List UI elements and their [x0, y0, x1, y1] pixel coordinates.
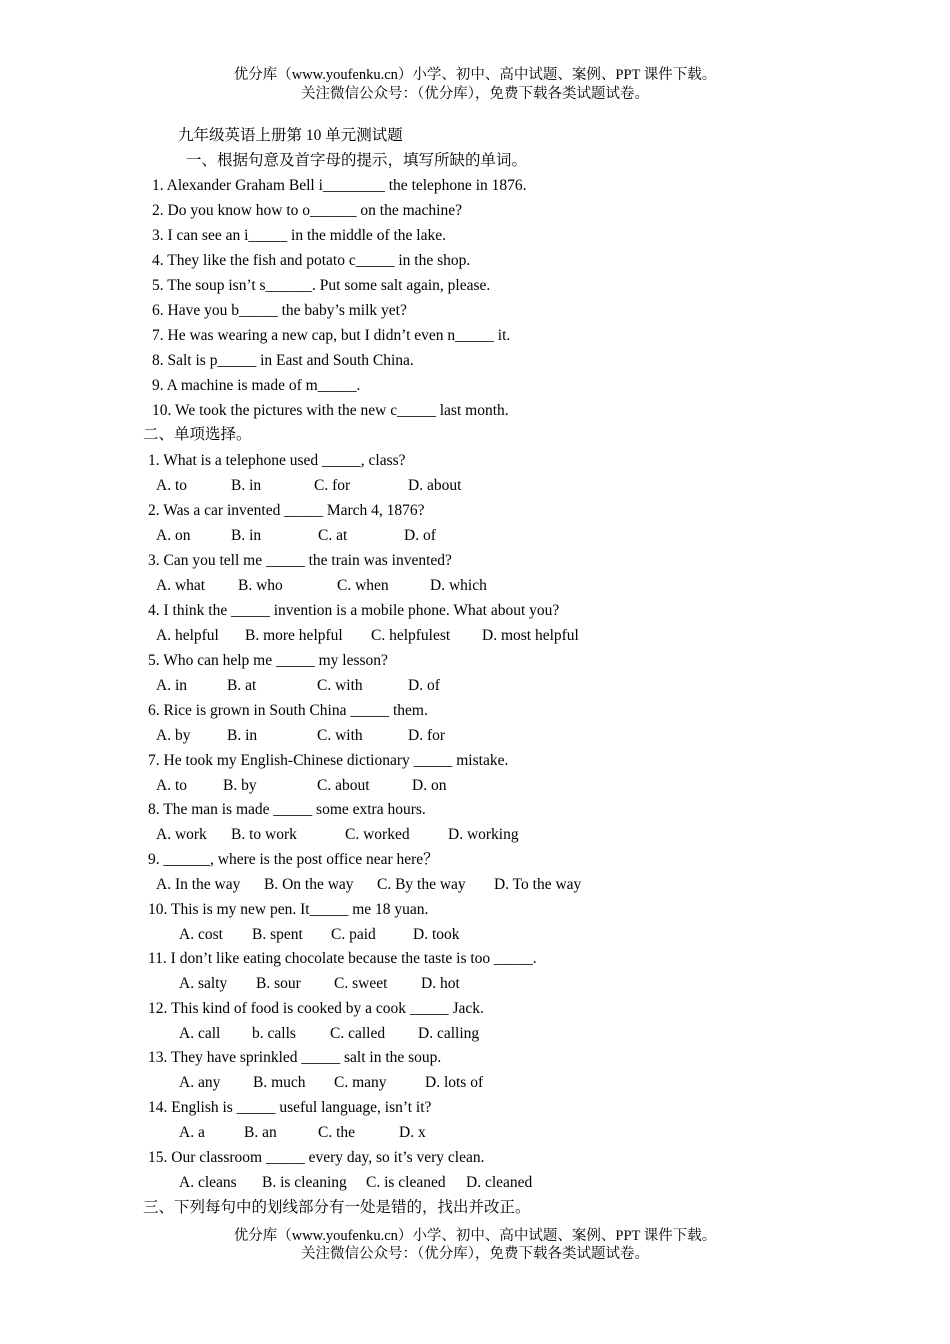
option-d: D. which — [430, 577, 487, 594]
option-b: B. in — [231, 477, 262, 494]
option-b: B. in — [227, 727, 258, 744]
question-text: 7. He took my English-Chinese dictionary _____ mistake. — [148, 752, 509, 769]
option-d: D. of — [408, 677, 440, 694]
option-c: C. the — [318, 1124, 356, 1141]
question-text: 8. The man is made _____ some extra hours. — [148, 801, 426, 818]
option-a: A. a — [179, 1124, 205, 1141]
option-c: C. sweet — [334, 975, 388, 992]
option-a: A. what — [156, 577, 206, 594]
option-c: C. called — [330, 1025, 386, 1042]
fill-blank-item: 6. Have you b_____ the baby’s milk yet? — [152, 302, 407, 319]
option-c: C. By the way — [377, 876, 466, 893]
option-a: A. In the way — [156, 876, 241, 893]
option-d: D. working — [448, 826, 519, 843]
option-c: C. worked — [345, 826, 410, 843]
option-d: D. To the way — [494, 876, 582, 893]
option-d: D. took — [413, 926, 460, 943]
option-b: B. to work — [231, 826, 297, 843]
option-b: B. at — [227, 677, 257, 694]
option-c: C. when — [337, 577, 389, 594]
fill-blank-item: 1. Alexander Graham Bell i________ the telephone in 1876. — [152, 177, 527, 194]
question-text: 14. English is _____ useful language, isn’t it? — [148, 1099, 432, 1116]
option-b: B. On the way — [264, 876, 354, 893]
fill-blank-item: 5. The soup isn’t s______. Put some salt again, please. — [152, 277, 491, 294]
page-header-line-2: 关注微信公众号：（优分库），免费下载各类试题试卷。 — [301, 86, 649, 102]
question-text: 10. This is my new pen. It_____ me 18 yuan. — [148, 901, 429, 918]
page-footer-line-2: 关注微信公众号：（优分库），免费下载各类试题试卷。 — [301, 1246, 649, 1262]
option-a: A. by — [156, 727, 191, 744]
option-a: A. helpful — [156, 627, 219, 644]
option-d: D. for — [408, 727, 446, 744]
option-d: D. about — [408, 477, 462, 494]
option-b: B. is cleaning — [262, 1174, 347, 1191]
fill-blank-item: 9. A machine is made of m_____. — [152, 377, 361, 394]
option-b: B. by — [223, 777, 257, 794]
fill-blank-item: 4. They like the fish and potato c_____ in the shop. — [152, 252, 471, 269]
question-text: 1. What is a telephone used _____, class? — [148, 452, 406, 469]
option-d: D. on — [412, 777, 447, 794]
option-a: A. on — [156, 527, 191, 544]
question-text: 5. Who can help me _____ my lesson? — [148, 652, 388, 669]
question-text: 11. I don’t like eating chocolate because the taste is too _____. — [148, 950, 537, 967]
option-b: B. sour — [256, 975, 301, 992]
option-b: B. much — [253, 1074, 306, 1091]
option-a: A. call — [179, 1025, 221, 1042]
option-a: A. cleans — [179, 1174, 237, 1191]
option-d: D. hot — [421, 975, 460, 992]
option-a: A. salty — [179, 975, 228, 992]
option-d: D. of — [404, 527, 436, 544]
option-d: D. most helpful — [482, 627, 579, 644]
option-d: D. calling — [418, 1025, 480, 1042]
option-c: C. with — [317, 727, 363, 744]
fill-blank-item: 3. I can see an i_____ in the middle of the lake. — [152, 227, 446, 244]
option-b: B. spent — [252, 926, 303, 943]
page-footer-line-1: 优分库（www.youfenku.cn）小学、初中、高中试题、案例、PPT 课件下载。 — [233, 1228, 717, 1244]
question-text: 13. They have sprinkled _____ salt in the soup. — [148, 1049, 442, 1066]
option-a: A. to — [156, 777, 187, 794]
option-c: C. many — [334, 1074, 387, 1091]
option-a: A. work — [156, 826, 207, 843]
fill-blank-item: 8. Salt is p_____ in East and South China. — [152, 352, 414, 369]
page-header-line-1: 优分库（www.youfenku.cn）小学、初中、高中试题、案例、PPT 课件下载。 — [233, 67, 717, 83]
option-b: B. an — [244, 1124, 277, 1141]
option-a: A. to — [156, 477, 187, 494]
option-d: D. x — [399, 1124, 426, 1141]
option-c: C. with — [317, 677, 363, 694]
question-text: 9. ______, where is the post office near here？ — [148, 851, 439, 868]
question-text: 2. Was a car invented _____ March 4, 1876? — [148, 502, 425, 519]
option-b: B. in — [231, 527, 262, 544]
question-text: 4. I think the _____ invention is a mobile phone. What about you? — [148, 602, 560, 619]
option-d: D. cleaned — [466, 1174, 533, 1191]
document-title: 九年级英语上册第 10 单元测试题 — [178, 127, 403, 144]
option-c: C. at — [318, 527, 348, 544]
option-c: C. helpfulest — [371, 627, 451, 644]
question-text: 3. Can you tell me _____ the train was invented? — [148, 552, 452, 569]
option-b: b. calls — [252, 1025, 296, 1042]
fill-blank-item: 2. Do you know how to o______ on the machine? — [152, 202, 462, 219]
question-text: 15. Our classroom _____ every day, so it’s very clean. — [148, 1149, 485, 1166]
question-text: 6. Rice is grown in South China _____ them. — [148, 702, 428, 719]
option-c: C. is cleaned — [366, 1174, 446, 1191]
option-c: C. paid — [331, 926, 376, 943]
fill-blank-item: 10. We took the pictures with the new c_____ last month. — [152, 402, 509, 419]
section-1-heading: 一、根据句意及首字母的提示，填写所缺的单词。 — [186, 152, 528, 169]
section-2-heading: 二、单项选择。 — [143, 426, 252, 443]
option-b: B. who — [238, 577, 283, 594]
option-b: B. more helpful — [245, 627, 343, 644]
fill-blank-item: 7. He was wearing a new cap, but I didn’t even n_____ it. — [152, 327, 511, 344]
question-text: 12. This kind of food is cooked by a cook _____ Jack. — [148, 1000, 484, 1017]
option-a: A. cost — [179, 926, 223, 943]
option-c: C. about — [317, 777, 370, 794]
option-a: A. in — [156, 677, 187, 694]
option-d: D. lots of — [425, 1074, 484, 1091]
option-a: A. any — [179, 1074, 221, 1091]
section-3-heading: 三、下列每句中的划线部分有一处是错的，找出并改正。 — [143, 1199, 531, 1216]
option-c: C. for — [314, 477, 351, 494]
